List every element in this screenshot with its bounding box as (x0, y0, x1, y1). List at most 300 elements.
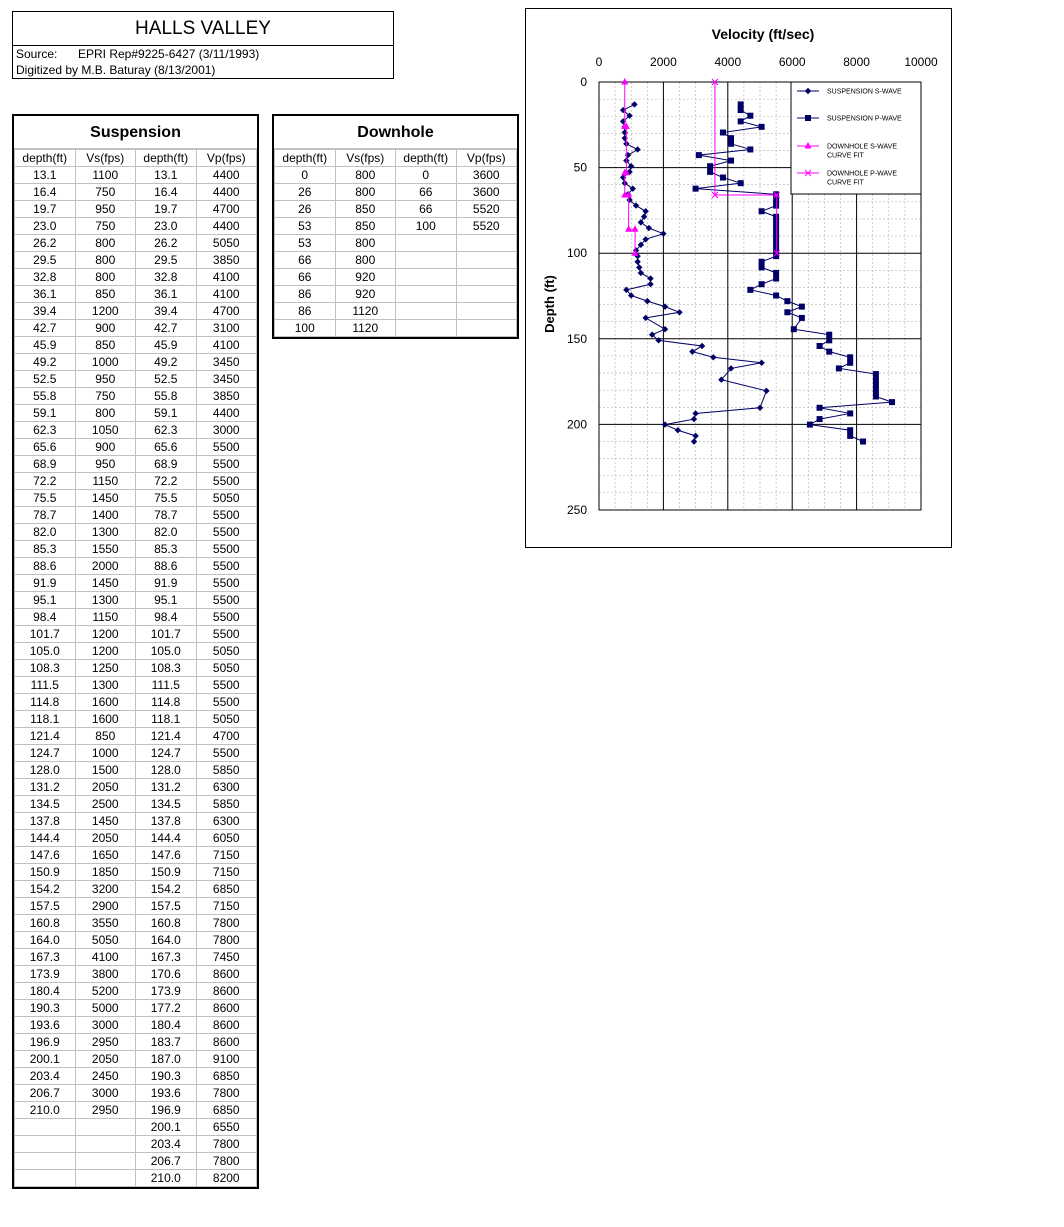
suspension-grid (14, 149, 257, 1187)
table-cell: 5200 (75, 983, 136, 1000)
table-cell: 5500 (196, 524, 257, 541)
table-cell: 4400 (196, 184, 257, 201)
table-cell: 3000 (196, 422, 257, 439)
table-cell: 210.0 (136, 1170, 197, 1187)
x-tick-label: 8000 (843, 55, 870, 69)
data-point (660, 230, 666, 236)
suspension-row (15, 1102, 257, 1119)
suspension-row (15, 218, 257, 235)
table-cell: 128.0 (15, 762, 76, 779)
table-cell: 59.1 (136, 405, 197, 422)
data-point (692, 433, 698, 439)
table-cell: 59.1 (15, 405, 76, 422)
table-cell: 62.3 (136, 422, 197, 439)
source-label: Source: (16, 47, 58, 61)
data-point (799, 304, 805, 310)
suspension-row (15, 830, 257, 847)
table-cell (396, 320, 457, 337)
table-cell: 3450 (196, 371, 257, 388)
data-point (707, 163, 713, 169)
table-cell: 78.7 (15, 507, 76, 524)
table-cell: 91.9 (15, 575, 76, 592)
table-cell: 2450 (75, 1068, 136, 1085)
data-point (642, 315, 648, 321)
table-cell: 2050 (75, 1051, 136, 1068)
suspension-row (15, 286, 257, 303)
suspension-row (15, 1051, 257, 1068)
table-cell: 85.3 (136, 541, 197, 558)
table-cell: 68.9 (136, 456, 197, 473)
table-cell: 3000 (75, 1085, 136, 1102)
data-point (773, 292, 779, 298)
table-cell: 6850 (196, 1102, 257, 1119)
table-cell: 105.0 (15, 643, 76, 660)
suspension-row (15, 864, 257, 881)
table-cell: 5500 (196, 609, 257, 626)
table-cell: 7150 (196, 898, 257, 915)
table-cell: 164.0 (136, 932, 197, 949)
table-cell: 4100 (75, 949, 136, 966)
table-cell: 5500 (196, 745, 257, 762)
table-cell: 53 (275, 218, 336, 235)
table-cell: 91.9 (136, 575, 197, 592)
table-cell: 42.7 (136, 320, 197, 337)
column-header: depth(ft) (396, 150, 457, 167)
table-cell: 52.5 (15, 371, 76, 388)
table-cell: 100 (275, 320, 336, 337)
x-tick-label: 10000 (904, 55, 938, 69)
data-point (647, 275, 653, 281)
downhole-row (275, 269, 517, 286)
legend (791, 82, 921, 194)
suspension-row (15, 371, 257, 388)
y-tick-label: 0 (580, 75, 587, 89)
data-point (707, 169, 713, 175)
data-point (646, 225, 652, 231)
data-point (873, 371, 879, 377)
table-cell: 203.4 (15, 1068, 76, 1085)
data-point (805, 115, 811, 121)
table-cell: 5500 (196, 626, 257, 643)
suspension-row (15, 354, 257, 371)
table-cell: 88.6 (136, 558, 197, 575)
suspension-row (15, 1085, 257, 1102)
table-cell (456, 303, 517, 320)
source-line (13, 46, 393, 62)
data-point (791, 326, 797, 332)
table-cell: 1120 (335, 303, 396, 320)
table-cell: 1200 (75, 303, 136, 320)
table-cell: 1000 (75, 745, 136, 762)
table-cell: 1000 (75, 354, 136, 371)
table-cell: 26.2 (15, 235, 76, 252)
table-cell: 7150 (196, 847, 257, 864)
suspension-row (15, 609, 257, 626)
suspension-row (15, 898, 257, 915)
data-point (738, 118, 744, 124)
table-cell: 206.7 (15, 1085, 76, 1102)
table-cell (15, 1119, 76, 1136)
table-cell: 101.7 (136, 626, 197, 643)
table-cell: 7800 (196, 1085, 257, 1102)
data-point (773, 214, 779, 220)
table-cell: 800 (335, 184, 396, 201)
table-cell: 157.5 (136, 898, 197, 915)
table-cell: 118.1 (136, 711, 197, 728)
y-tick-label: 200 (566, 417, 587, 432)
digitized-line: Digitized by M.B. Baturay (8/13/2001) (16, 63, 216, 77)
data-point (847, 427, 853, 433)
table-cell: 187.0 (136, 1051, 197, 1068)
table-cell: 3600 (456, 184, 517, 201)
table-cell: 5520 (456, 218, 517, 235)
table-cell: 49.2 (136, 354, 197, 371)
table-cell: 1450 (75, 575, 136, 592)
table-cell: 3550 (75, 915, 136, 932)
downhole-grid (274, 149, 517, 337)
table-cell: 86 (275, 303, 336, 320)
table-cell: 5500 (196, 507, 257, 524)
column-header: depth(ft) (136, 150, 197, 167)
suspension-row (15, 1068, 257, 1085)
table-cell: 3850 (196, 252, 257, 269)
data-point (699, 343, 705, 349)
legend-entry-line: CURVE FIT (827, 152, 864, 160)
suspension-row (15, 592, 257, 609)
table-cell: 210.0 (15, 1102, 76, 1119)
suspension-body (15, 167, 257, 1187)
table-cell: 8600 (196, 1000, 257, 1017)
table-cell: 1150 (75, 473, 136, 490)
data-point (689, 348, 695, 354)
data-point (773, 203, 779, 209)
table-cell: 5500 (196, 558, 257, 575)
table-cell: 66 (275, 252, 336, 269)
table-cell: 1050 (75, 422, 136, 439)
suspension-row (15, 575, 257, 592)
suspension-row (15, 235, 257, 252)
y-tick-label: 100 (566, 246, 587, 261)
source-value: EPRI Rep#9225-6427 (3/11/1993) (78, 47, 260, 61)
table-cell: 196.9 (136, 1102, 197, 1119)
table-cell: 850 (75, 286, 136, 303)
data-point (634, 146, 640, 152)
table-cell: 5500 (196, 541, 257, 558)
table-cell: 13.1 (136, 167, 197, 184)
table-cell: 9100 (196, 1051, 257, 1068)
y-tick-label: 250 (566, 503, 587, 517)
y-tick-label: 50 (573, 160, 587, 175)
data-point (638, 270, 644, 276)
data-point (873, 377, 879, 383)
table-cell: 118.1 (15, 711, 76, 728)
table-cell (396, 235, 457, 252)
suspension-row (15, 320, 257, 337)
table-cell: 19.7 (15, 201, 76, 218)
table-cell: 1120 (335, 320, 396, 337)
table-cell: 137.8 (15, 813, 76, 830)
table-cell: 114.8 (15, 694, 76, 711)
data-point (675, 427, 681, 433)
table-cell: 1100 (75, 167, 136, 184)
table-cell: 8600 (196, 966, 257, 983)
suspension-row (15, 337, 257, 354)
velocity-chart (525, 8, 952, 548)
column-header: Vs(fps) (75, 150, 136, 167)
table-cell: 180.4 (15, 983, 76, 1000)
table-cell: 124.7 (15, 745, 76, 762)
data-point (757, 405, 763, 411)
table-cell: 196.9 (15, 1034, 76, 1051)
table-cell: 5500 (196, 439, 257, 456)
table-cell: 1600 (75, 694, 136, 711)
table-cell: 150.9 (136, 864, 197, 881)
table-cell: 2000 (75, 558, 136, 575)
data-point (873, 382, 879, 388)
table-cell: 95.1 (136, 592, 197, 609)
data-point (747, 113, 753, 119)
table-cell: 85.3 (15, 541, 76, 558)
table-cell: 6050 (196, 830, 257, 847)
table-cell: 4100 (196, 286, 257, 303)
table-cell: 5500 (196, 473, 257, 490)
legend-entry-line: SUSPENSION P-WAVE (827, 115, 902, 123)
x-tick-label: 6000 (778, 55, 806, 69)
table-cell: 121.4 (136, 728, 197, 745)
data-point (799, 315, 805, 321)
table-cell: 200.1 (15, 1051, 76, 1068)
table-cell: 7450 (196, 949, 257, 966)
table-cell: 800 (335, 167, 396, 184)
suspension-row (15, 405, 257, 422)
suspension-row (15, 1000, 257, 1017)
table-cell: 39.4 (136, 303, 197, 320)
x-tick-label: 0 (595, 55, 603, 69)
table-cell: 5000 (75, 1000, 136, 1017)
suspension-row (15, 779, 257, 796)
table-cell: 5850 (196, 796, 257, 813)
data-point (632, 225, 639, 232)
table-cell: 1600 (75, 711, 136, 728)
table-cell (456, 252, 517, 269)
table-cell (456, 286, 517, 303)
velocity-chart-svg (526, 9, 951, 547)
table-cell: 0 (396, 167, 457, 184)
downhole-header-row (275, 150, 517, 167)
table-cell: 200.1 (136, 1119, 197, 1136)
suspension-row (15, 524, 257, 541)
table-cell: 5050 (75, 932, 136, 949)
table-cell (396, 252, 457, 269)
data-point (720, 175, 726, 181)
data-point (826, 349, 832, 355)
data-point (784, 309, 790, 315)
table-cell: 39.4 (15, 303, 76, 320)
suspension-row (15, 388, 257, 405)
table-cell: 850 (335, 218, 396, 235)
data-point (692, 410, 698, 416)
table-cell: 75.5 (15, 490, 76, 507)
table-cell: 2050 (75, 779, 136, 796)
data-point (773, 242, 779, 248)
suspension-row (15, 422, 257, 439)
table-cell: 111.5 (15, 677, 76, 694)
data-point (747, 146, 753, 152)
downhole-table-title: Downhole (274, 116, 517, 149)
data-point (621, 78, 628, 85)
downhole-row (275, 252, 517, 269)
table-cell: 121.4 (15, 728, 76, 745)
table-cell: 45.9 (136, 337, 197, 354)
table-cell: 7150 (196, 864, 257, 881)
table-cell: 3100 (196, 320, 257, 337)
data-point (728, 141, 734, 147)
suspension-row (15, 490, 257, 507)
table-cell: 5050 (196, 711, 257, 728)
suspension-row (15, 1170, 257, 1187)
table-cell: 16.4 (15, 184, 76, 201)
table-cell: 86 (275, 286, 336, 303)
data-point (817, 343, 823, 349)
table-cell: 173.9 (15, 966, 76, 983)
table-cell: 101.7 (15, 626, 76, 643)
data-point (691, 416, 697, 422)
suspension-row (15, 439, 257, 456)
table-cell: 5500 (196, 694, 257, 711)
data-point (693, 186, 699, 192)
downhole-row (275, 235, 517, 252)
legend-entry-line: CURVE FIT (827, 179, 864, 187)
data-point (662, 326, 668, 332)
data-point (847, 360, 853, 366)
table-cell: 1500 (75, 762, 136, 779)
suspension-table-title: Suspension (14, 116, 257, 149)
table-cell: 134.5 (15, 796, 76, 813)
table-cell: 65.6 (136, 439, 197, 456)
table-cell: 100 (396, 218, 457, 235)
table-cell: 6300 (196, 813, 257, 830)
table-cell: 2900 (75, 898, 136, 915)
table-cell: 190.3 (15, 1000, 76, 1017)
downhole-row (275, 218, 517, 235)
data-point (641, 214, 647, 220)
table-cell: 950 (75, 371, 136, 388)
table-cell: 800 (335, 235, 396, 252)
table-cell: 154.2 (136, 881, 197, 898)
data-point (631, 101, 637, 107)
table-cell: 8600 (196, 983, 257, 1000)
table-cell: 4400 (196, 405, 257, 422)
suspension-row (15, 269, 257, 286)
suspension-row (15, 677, 257, 694)
table-cell: 29.5 (136, 252, 197, 269)
table-cell: 4100 (196, 269, 257, 286)
data-point (759, 208, 765, 214)
data-point (642, 208, 648, 214)
table-cell (15, 1136, 76, 1153)
table-cell: 131.2 (136, 779, 197, 796)
data-point (807, 422, 813, 428)
table-cell: 5500 (196, 456, 257, 473)
data-point (773, 236, 779, 242)
data-point (625, 152, 631, 158)
table-cell: 154.2 (15, 881, 76, 898)
data-point (773, 225, 779, 231)
suspension-row (15, 1153, 257, 1170)
table-cell: 134.5 (136, 796, 197, 813)
table-cell: 180.4 (136, 1017, 197, 1034)
suspension-row (15, 201, 257, 218)
table-cell: 147.6 (136, 847, 197, 864)
table-cell: 1150 (75, 609, 136, 626)
table-cell: 7800 (196, 932, 257, 949)
data-point (773, 270, 779, 276)
suspension-row (15, 1017, 257, 1034)
data-point (647, 281, 653, 287)
table-cell: 920 (335, 286, 396, 303)
table-cell: 1450 (75, 813, 136, 830)
table-cell: 800 (335, 252, 396, 269)
chart-title: Velocity (ft/sec) (711, 26, 815, 42)
suspension-row (15, 1034, 257, 1051)
table-cell: 167.3 (136, 949, 197, 966)
table-cell: 1450 (75, 490, 136, 507)
table-cell: 98.4 (15, 609, 76, 626)
data-point (738, 180, 744, 186)
suspension-row (15, 507, 257, 524)
series-line (623, 104, 766, 441)
table-cell: 65.6 (15, 439, 76, 456)
table-cell: 72.2 (15, 473, 76, 490)
downhole-row (275, 184, 517, 201)
table-cell: 13.1 (15, 167, 76, 184)
suspension-row (15, 694, 257, 711)
table-cell (15, 1153, 76, 1170)
suspension-row (15, 711, 257, 728)
page-title: HALLS VALLEY (13, 12, 393, 46)
data-point (662, 421, 668, 427)
downhole-row (275, 303, 517, 320)
table-cell: 6550 (196, 1119, 257, 1136)
data-point (636, 264, 642, 270)
table-cell: 19.7 (136, 201, 197, 218)
table-cell: 5520 (456, 201, 517, 218)
data-point (691, 438, 697, 444)
column-header: Vp(fps) (196, 150, 257, 167)
data-point (738, 107, 744, 113)
table-cell: 1300 (75, 592, 136, 609)
title-box (12, 11, 394, 79)
table-cell: 750 (75, 388, 136, 405)
table-cell: 42.7 (15, 320, 76, 337)
table-cell (75, 1153, 136, 1170)
table-cell: 850 (75, 337, 136, 354)
suspension-row (15, 167, 257, 184)
data-point (784, 298, 790, 304)
table-cell: 23.0 (15, 218, 76, 235)
table-cell: 108.3 (136, 660, 197, 677)
table-cell: 0 (275, 167, 336, 184)
table-cell (75, 1136, 136, 1153)
data-point (759, 281, 765, 287)
table-cell: 173.9 (136, 983, 197, 1000)
downhole-table (272, 114, 519, 339)
table-cell: 2950 (75, 1034, 136, 1051)
legend-entry-line: DOWNHOLE S-WAVE (827, 143, 898, 151)
table-cell: 1400 (75, 507, 136, 524)
suspension-table (12, 114, 259, 1189)
legend-entry (827, 89, 902, 96)
